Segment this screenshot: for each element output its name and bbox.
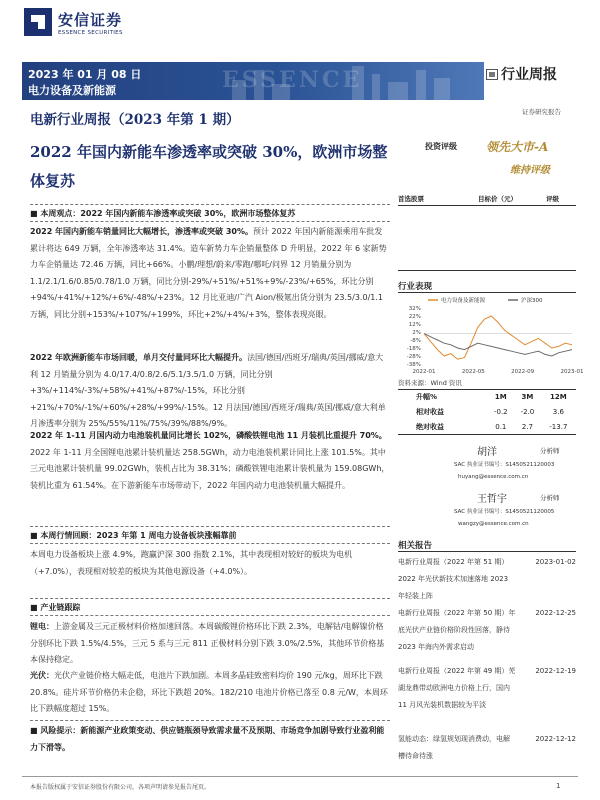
divider	[30, 204, 390, 205]
table-cell: -2.0	[520, 408, 535, 416]
divider	[398, 292, 576, 293]
analyst-cert: SAC 执业证书编号：S1450521120005	[454, 509, 555, 515]
related-report-item[interactable]	[398, 731, 576, 765]
y-tick-label: 12%	[408, 322, 421, 328]
badge-label: 行业周报	[501, 67, 557, 83]
banner-watermark: ESSENCE	[222, 67, 363, 93]
page-number: 1	[556, 782, 561, 790]
paragraph-market: 本周电力设备板块上涨 4.9%，跑赢沪深 300 指数 2.1%，其中表现相对较好的板块为电机（+7.0%），表现相对较差的板块为其他电源设备（+4.0%）。	[30, 550, 353, 576]
related-report-date: 2022-12-19	[535, 667, 576, 675]
related-report-item[interactable]	[398, 554, 576, 605]
y-tick-label: -28%	[406, 354, 421, 360]
performance-table	[398, 389, 576, 435]
stocks-head-1: 首选股票	[398, 195, 424, 203]
x-tick-label: 2022-01	[412, 369, 436, 375]
related-report-date: 2022-12-25	[535, 609, 576, 617]
paragraph-battery	[30, 428, 390, 494]
paragraph-lead: 2022 年 1-11 月国内动力电池装机量同比增长 102%，磷酸铁锂电池 11 月装机比重提升 70%。	[30, 431, 387, 440]
table-header: 3M	[514, 390, 541, 405]
picture-icon	[486, 69, 498, 80]
divider	[30, 615, 390, 616]
table-row	[398, 420, 576, 435]
report-sector: 电力设备及新能源	[28, 84, 116, 97]
y-tick-label: 2%	[412, 330, 421, 336]
header-banner	[22, 62, 484, 100]
table-cell: 0.1	[488, 420, 515, 435]
report-series-title: 电新行业周报（2023 年第 1 期）	[30, 112, 240, 128]
divider	[22, 776, 578, 777]
divider	[30, 526, 390, 527]
analyst-name: 王哲宇	[477, 494, 507, 505]
related-report-date: 2022-12-12	[535, 735, 576, 743]
legend-label: 沪深300	[521, 298, 543, 304]
risk-warning: ■ 风险提示：新能源产业政策变动、供应链瓶颈导致需求量不及预期、市场竞争加剧导致行业盈利能力下滑等。	[30, 726, 385, 752]
section-view-heading: ■ 本周观点：2022 年国内新能车渗透率或突破 30%，欧洲市场整体复苏	[30, 209, 296, 218]
divider	[398, 551, 576, 552]
y-tick-label: 22%	[408, 314, 421, 320]
paragraph-lithium	[30, 619, 390, 669]
report-headline: 2022 年国内新能车渗透率或突破 30%，欧洲市场整体复苏	[30, 143, 388, 190]
series-line	[424, 316, 572, 359]
analyst-role: 分析师	[540, 447, 560, 455]
divider	[30, 543, 390, 544]
related-report-item[interactable]	[398, 605, 576, 656]
y-tick-label: -38%	[406, 362, 421, 368]
analyst-cert: SAC 执业证书编号：S1450521120003	[454, 462, 555, 468]
skyline-icon	[388, 82, 408, 100]
rating-sub: 维持评级	[510, 165, 550, 176]
related-report-title[interactable]: 氢能动态：绿氢规划现消费动，电解槽待命待涨	[398, 735, 510, 760]
section-chain-heading: ■ 产业链跟踪	[30, 603, 81, 612]
rating-value: 领先大市-A	[486, 140, 549, 154]
divider	[30, 598, 390, 599]
related-report-item[interactable]	[398, 663, 576, 714]
related-report-title[interactable]: 电新行业周报（2022 年第 49 期）芜湖龙鼎带动欧洲电力价格上行，国内 11 月风光装机数据较为平淡	[398, 667, 516, 709]
related-report-title[interactable]: 电新行业周报（2022 年第 51 期）2022 年光伏新技术加速落地 2023 年轻装上阵	[398, 558, 509, 600]
table-cell: 相对收益	[416, 408, 444, 416]
performance-chart	[398, 294, 584, 378]
logo-name-en: ESSENCE SECURITIES	[58, 29, 123, 36]
x-tick-label: 2022-09	[511, 369, 535, 375]
report-type: 证券研究报告	[522, 108, 561, 116]
table-cell: 3.6	[552, 408, 564, 416]
y-tick-label: -8%	[410, 338, 421, 344]
y-tick-label: 32%	[408, 306, 421, 312]
table-cell: -13.7	[541, 420, 576, 435]
stocks-head-2: 目标价（元）	[478, 195, 517, 203]
paragraph-pv	[30, 668, 390, 718]
table-cell: -0.2	[493, 408, 508, 416]
logo-name-cn: 安信证券	[58, 10, 123, 29]
divider	[30, 221, 390, 222]
y-tick-label: -18%	[406, 346, 421, 352]
paragraph-lead: 锂电：	[30, 622, 54, 631]
performance-title: 行业表现	[398, 282, 433, 292]
table-cell: 2.7	[514, 420, 541, 435]
analyst-email[interactable]: wangzy@essence.com.cn	[458, 521, 529, 527]
analyst-role: 分析师	[540, 494, 560, 502]
table-header-row	[398, 390, 576, 405]
skyline-icon	[372, 74, 380, 100]
logo-mark-icon	[24, 8, 52, 36]
divider	[30, 720, 390, 721]
table-header: 1M	[488, 390, 515, 405]
paragraph-text: 法国/德国/西班牙/瑞典/英国/挪威/意大利 12 月销量分别为 4.0/17.4/0.8/2.6/5.1/3.5/1.0 万辆，同比分别+3%/+114%/-3%/+58%/+41%/+87%/-15%，环比分别+21%/+70%/-1%/+60%/+28%/+99%/-15%。12 月法国/德国/西班牙/瑞典/英国/挪威/意大利单月渗透率分别为 25%/55%/11%/75%/39%/88%/9%。	[30, 353, 386, 428]
report-badge	[486, 64, 557, 84]
related-reports-title: 相关报告	[398, 541, 433, 551]
rating-label: 投资评级	[425, 142, 457, 151]
paragraph-text: 光伏产业链价格大幅走低，电池片下跌加剧。本周多晶硅致密料均价 190 元/kg，周环比下跌 20.8%。硅片环节价格仍未企稳，环比下跌超 20%。182/210 电池片价格已落至 0.8 元/W，本周环比下跌幅度超过 15%。	[30, 671, 388, 713]
report-date: 2023 年 01 月 08 日	[28, 68, 142, 81]
legend-label: 电力设备及新能源	[441, 298, 486, 304]
company-logo	[24, 8, 123, 36]
table-cell: 绝对收益	[398, 420, 488, 435]
divider	[398, 270, 576, 271]
analyst-name: 胡洋	[477, 447, 497, 458]
table-header: 升幅%	[398, 390, 488, 405]
footer-disclaimer: 本报告版权属于安信证券股份有限公司，各项声明请参见报告尾页。	[30, 784, 211, 791]
chart-source: 资料来源：Wind 资讯	[398, 379, 462, 387]
paragraph-text: 预计 2022 年国内新能源乘用车批发累计将达 649 万辆，全年渗透率达 31.4%。造车新势力车企销量整体 D 升明显，2022 年 6 家新势力车企销量达 72.46 万辆，同比+66%。小鹏/理想/蔚来/零跑/哪吒/问界 12 月销量分别为 1.1/2.1/1.6/0.85/0.78/1.0 万辆，同比分别-29%/+51%/+51%+9%/-23%/+65%，环比分别+94%/+41%/+12%/+6%/-48%/+23%。12 月比亚迪/广汽 Aion/极氪出货分别为 23.5/3.0/1.1 万辆，同比分别+153%/+107%/+199%，环比+2%/+4%/+3%，整体表现亮眼。	[30, 227, 387, 319]
paragraph-lead: 2022 年欧洲新能车市场回暖，单月交付量同环比大幅提升。	[30, 353, 248, 362]
paragraph-lead: 2022 年国内新能车销量同比大幅增长，渗透率或突破 30%。	[30, 227, 253, 236]
series-line	[424, 334, 572, 356]
skyline-icon	[434, 78, 450, 100]
paragraph-ev-europe	[30, 350, 390, 433]
section-market-heading: ■ 本周行情回顾：2023 年第 1 周电力设备板块涨幅靠前	[30, 531, 237, 540]
analyst-email[interactable]: huyang@essence.com.cn	[458, 474, 529, 480]
paragraph-text: 上游金属及三元正极材料价格加速回落。本周碳酸锂价格环比下跌 2.3%，电解钴/电解镍价格分别环比下跌 1.5%/4.5%，三元 5 系与三元 811 正极材料分别下跌 3.0%/2.5%，其他环节价格基本保持稳定。	[30, 622, 385, 664]
paragraph-lead: 光伏：	[30, 671, 54, 680]
paragraph-text: 2022 年 1-11 月全国锂电池累计装机量达 258.5GWh，动力电池装机累计同比上涨 101.5%。其中三元电池累计装机量 99.02GWh，装机占比为 38.31%；磷酸铁锂电池累计装机量为 159.08GWh，装机比重为 61.54%。在下游新能车市场带动下，2022 年国内动力电池装机量大幅提升。	[30, 447, 390, 490]
skyline-icon	[416, 70, 426, 100]
x-tick-label: 2023-01	[560, 369, 584, 375]
table-header: 12M	[541, 390, 576, 405]
divider	[398, 205, 576, 206]
related-report-date: 2023-01-02	[535, 558, 576, 566]
related-report-title[interactable]: 电新行业周报（2022 年第 50 期）年底光伏产业链价格阶段性回落，静待 2023 年海内外需求启动	[398, 609, 516, 651]
paragraph-ev-china	[30, 224, 390, 323]
table-row	[398, 405, 576, 420]
x-tick-label: 2022-05	[461, 369, 485, 375]
stocks-head-3: 评级	[546, 195, 559, 203]
